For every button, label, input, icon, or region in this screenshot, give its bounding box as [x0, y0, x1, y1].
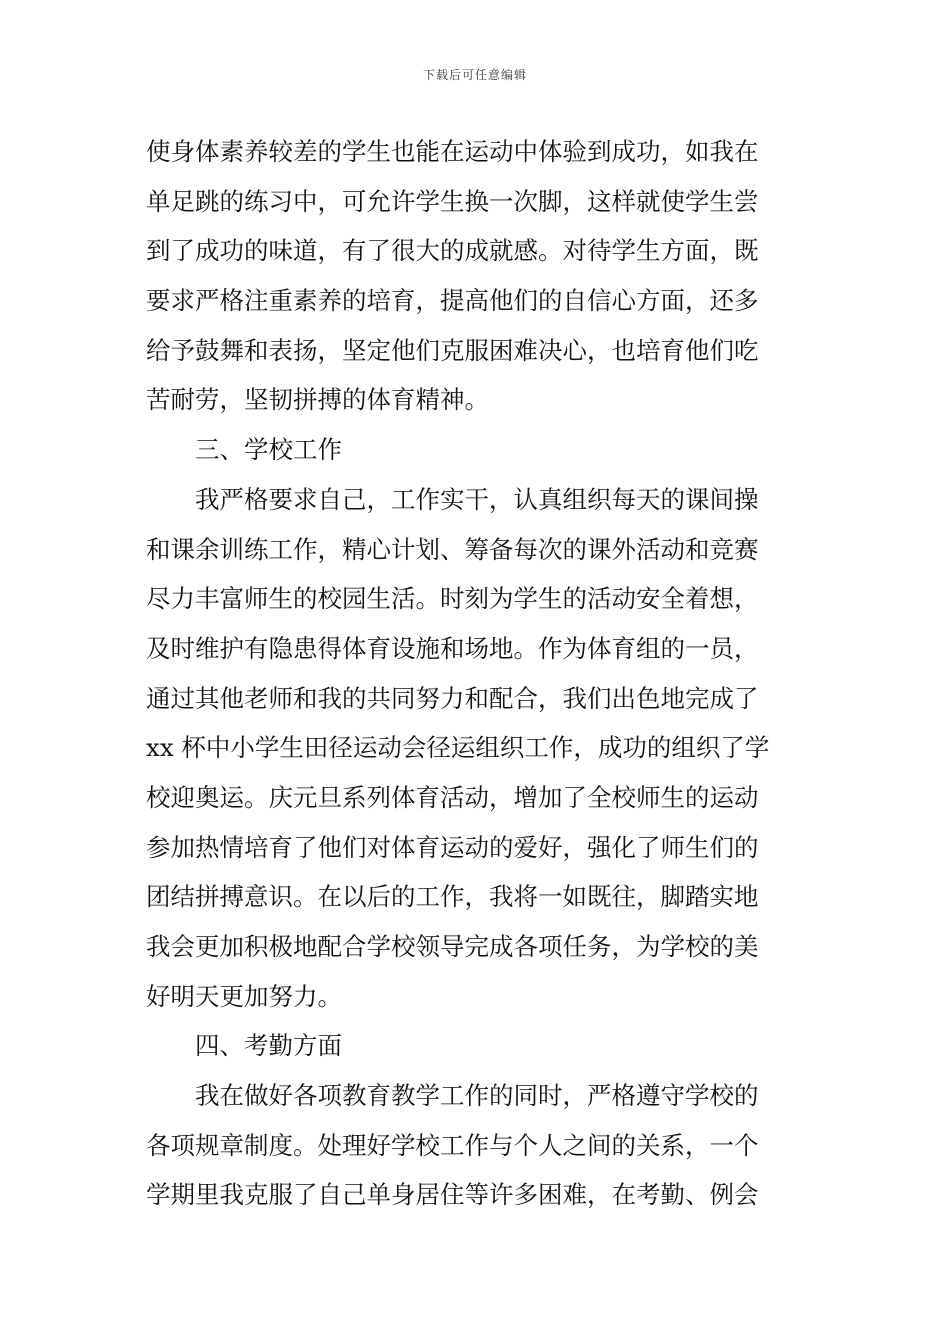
text-line: 苦耐劳，坚韧拼搏的体育精神。	[146, 385, 489, 415]
text-line: 四、考勤方面	[195, 1031, 342, 1061]
text-line: 学期里我克服了自己单身居住等许多困难，在考勤、例会	[146, 1180, 759, 1210]
text-line: 各项规章制度。处理好学校工作与个人之间的关系，一个	[146, 1130, 759, 1160]
text-line: 通过其他老师和我的共同努力和配合，我们出色地完成了	[146, 683, 759, 713]
text-line: 和课余训练工作，精心计划、筹备每次的课外活动和竞赛	[146, 534, 759, 564]
text-line: 我会更加积极地配合学校领导完成各项任务，为学校的美	[146, 932, 759, 961]
text-line: 尽力丰富师生的校园生活。时刻为学生的活动安全着想，	[146, 584, 759, 614]
text-line: 校迎奥运。庆元旦系列体育活动，增加了全校师生的运动	[146, 782, 759, 812]
text-line: 单足跳的练习中，可允许学生换一次脚，这样就使学生尝	[146, 186, 759, 216]
text-line: 三、学校工作	[195, 435, 342, 465]
text-line: 到了成功的味道，有了很大的成就感。对待学生方面，既	[146, 236, 759, 266]
text-line: 团结拼搏意识。在以后的工作，我将一如既往，脚踏实地	[146, 882, 759, 912]
text-line: 要求严格注重素养的培育，提高他们的自信心方面，还多	[146, 286, 759, 316]
text-line: 使身体素养较差的学生也能在运动中体验到成功，如我在	[146, 137, 759, 166]
text-line: 参加热情培育了他们对体育运动的爱好，强化了师生们的	[146, 832, 759, 862]
text-line: 我在做好各项教育教学工作的同时，严格遵守学校的	[195, 1081, 759, 1111]
page-header: 下载后可任意编辑	[422, 68, 527, 82]
text-line: 及时维护有隐患得体育设施和场地。作为体育组的一员，	[146, 633, 759, 663]
text-line: 我严格要求自己，工作实干，认真组织每天的课间操	[195, 484, 759, 514]
text-line: 给予鼓舞和表扬，坚定他们克服困难决心，也培育他们吃	[146, 335, 759, 365]
document-body	[146, 127, 808, 1220]
text-line: xx 杯中小学生田径运动会径运组织工作，成功的组织了学	[146, 733, 770, 763]
text-line: 好明天更加努力。	[146, 981, 342, 1011]
